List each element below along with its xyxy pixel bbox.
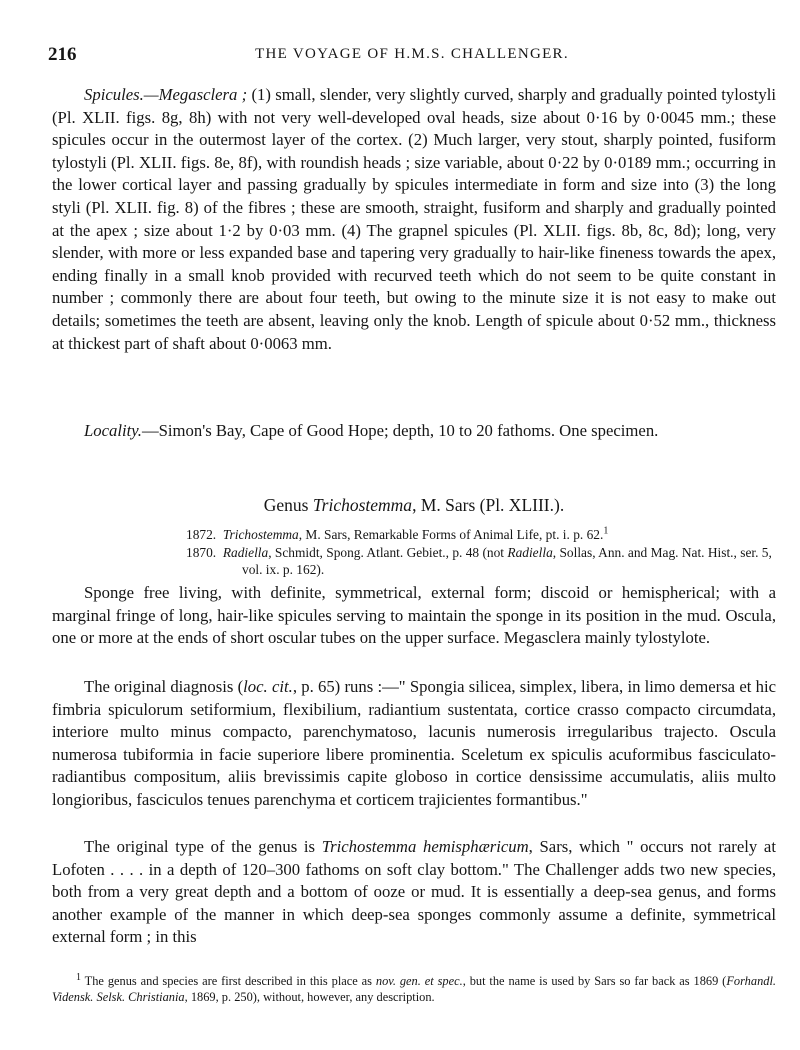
locality-lead: Locality. (84, 421, 142, 440)
genus-name: Trichostemma (312, 495, 413, 515)
reference-genus: Trichostemma (222, 527, 299, 542)
page-header (48, 44, 776, 68)
reference-year: 1872. (186, 527, 217, 542)
type-text-a: The original type of the genus is (84, 837, 322, 856)
spicules-paragraph (52, 84, 776, 355)
footnote-text-c: , 1869, p. 250), without, however, any description. (184, 990, 435, 1004)
genus-suffix: , M. Sars (Pl. XLIII.). (412, 495, 565, 515)
reference-genus-2: Radiella (507, 545, 553, 560)
footnote-ital-1: nov. gen. et spec. (375, 974, 463, 988)
type-text-b: , Sars, which " occurs not rarely at Lofoten . . . . in a depth of 120–300 fathoms on soft clay bottom." The Challenger adds two new species, both from a very great depth and a bottom of ooze or mud. It is essentially a deep-sea genus, and forms another example of the manner in which deep-sea sponges commonly assume a definite, symmetrical external form ; in this (52, 837, 776, 947)
spicules-lead: Spicules.—Megasclera ; (84, 85, 248, 104)
footnote-mark: 1 (603, 525, 609, 537)
footnote-number: 1 (76, 971, 81, 983)
genus-prefix: Genus (263, 495, 313, 515)
spicules-text: (1) small, slender, very slightly curved, sharply and gradually pointed tylostyli (Pl. XLII. figs. 8g, 8h) with not very well-developed oval heads, size about 0·16 by 0·0045 mm.; these spicules occur in the outermost layer of the cortex. (2) Much larger, very stout, sharply pointed, fusiform tylostyli (Pl. XLII. figs. 8e, 8f), with roundish heads ; size variable, about 0·22 by 0·0189 mm.; occurring in the lower cortical layer and passing gradually by spicules intermediate in form and size into (3) the long styli (Pl. XLII. fig. 8) of the fibres ; these are smooth, straight, fusiform and sharply and gradually pointed at the apex ; size about 1·2 by 0·03 mm. (4) The grapnel spicules (Pl. XLII. figs. 8b, 8c, 8d); long, very slender, with more or less expanded base and tapering very gradually to hair-like fineness towards the apex, ending finally in a small knob provided with recurved teeth which do not seem to be quite constant in number ; commonly there are about four teeth, but owing to the minute size it is not easy to make out details; sometimes the teeth are absent, leaving only the knob. Length of spicule about 0·52 mm., thickness at thickest part of shaft about 0·0063 mm. (52, 85, 776, 353)
type-species: Trichostemma hemisphæricum (321, 837, 529, 856)
footnote-ital-2: Forhandl. Vidensk. Selsk. Christiania (52, 974, 776, 1004)
page-number: 216 (48, 44, 77, 65)
synonymy-list (52, 526, 776, 579)
genus-heading (52, 494, 776, 516)
reference-item (52, 544, 776, 578)
locality-paragraph (52, 420, 776, 443)
diagnosis-text-a: The original diagnosis ( (84, 677, 244, 696)
reference-genus: Radiella (222, 545, 269, 560)
type-paragraph (52, 836, 776, 949)
locality-text: —Simon's Bay, Cape of Good Hope; depth, 10 to 20 fathoms. One specimen. (141, 421, 659, 440)
reference-item (52, 526, 776, 543)
reference-text: , M. Sars, Remarkable Forms of Animal Life, pt. i. p. 62. (298, 527, 604, 542)
citation: loc. cit. (243, 677, 293, 696)
description-paragraph: Sponge free living, with definite, symmetrical, external form; discoid or hemispherical; with a marginal fringe of long, hair-like spicules serving to maintain the sponge in its position in the mud. Oscula, one or more at the ends of short oscular tubes on the upper surface. Megasclera mainly tylostylote. (52, 583, 776, 648)
diagnosis-text-b: , p. 65) runs :—" Spongia silicea, simplex, libera, in limo demersa et hic fimbria spiculorum setiformium, flexibilium, radiantium sustentata, cortice crasso compacto circumdata, interiore multo minus compacto, parenchymatoso, lacunis numerosis irregularibus trajecto. Oscula numerosa tubiformia in facie superiore libere prominentia. Sceletum ex spiculis acuformibus fasciculato-radiantibus compositum, aliis brevissimis capite globoso in cortice densissime accumulatis, aliis multo longioribus, fasciculos tenues parenchyma et corticem trajicientes formantibus." (52, 677, 776, 809)
diagnosis-paragraph (52, 676, 776, 812)
reference-text-2: , Sollas, Ann. and Mag. Nat. Hist., ser. 5, vol. ix. p. 162). (242, 545, 772, 577)
reference-year: 1870. (186, 545, 217, 560)
running-title: THE VOYAGE OF H.M.S. CHALLENGER. (255, 46, 569, 62)
footnote (52, 973, 776, 1005)
footnote-text-a: The genus and species are first described in this place as (81, 974, 376, 988)
reference-text: , Schmidt, Spong. Atlant. Gebiet., p. 48 (not (268, 545, 508, 560)
footnote-text-b: , but the name is used by Sars so far back as 1869 ( (462, 974, 727, 988)
